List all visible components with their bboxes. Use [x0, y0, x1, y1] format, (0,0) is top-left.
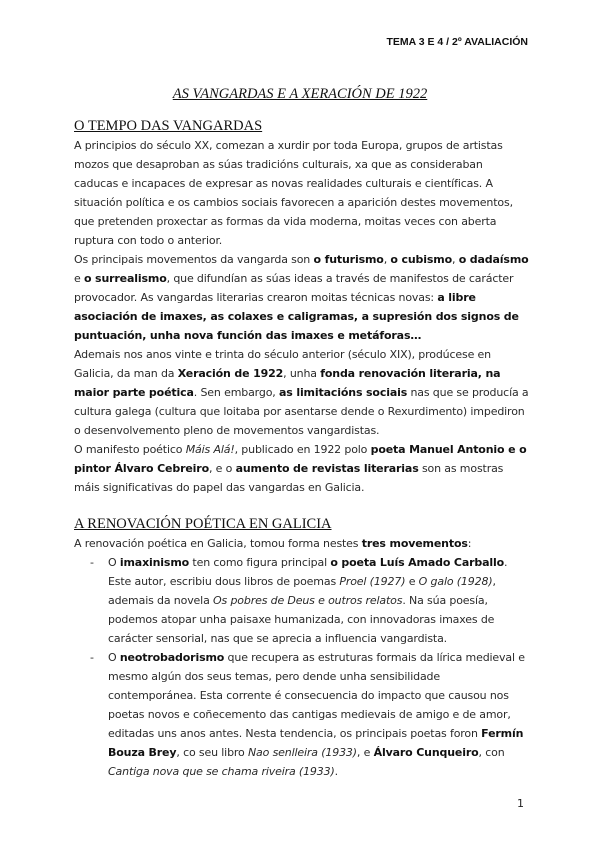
list-dash: -: [90, 556, 94, 569]
text-run: . Sen embargo,: [193, 386, 279, 399]
list-item-neotrobadorismo: [74, 648, 530, 781]
text-run: Os principais movementos da vangarda son: [74, 253, 314, 266]
italic-text: Cantiga nova que se chama riveira (1933): [108, 765, 335, 778]
text-run: , e: [356, 746, 374, 759]
section-heading-vangardas: O TEMPO DAS VANGARDAS: [74, 118, 263, 134]
bold-text: Álvaro Cunqueiro: [373, 746, 479, 759]
text-run: O: [108, 651, 120, 664]
text-run: e: [74, 272, 84, 285]
text-run: que recupera as estruturas formais da lírica medieval e mesmo algún dos seus temas, pero dende unha sensibilidade contemporánea. Esta corrente é consecuencia do impacto que causou nos poetas novos e coñecemento das cantigas medievais de amigo e de amor, editadas uns anos antes. Nesta tendencia, os principais poetas foron: [108, 651, 525, 740]
italic-text: Nao senlleira (1933): [247, 746, 357, 759]
bold-text: o dadaísmo: [458, 253, 529, 266]
list-dash: -: [90, 651, 94, 664]
italic-text: Máis Alá!: [185, 443, 235, 456]
bold-text: o surrealismo: [83, 272, 167, 285]
bold-text: as limitacións sociais: [278, 386, 408, 399]
text-run: . Este autor, escribiu dous libros de poemas: [108, 556, 508, 588]
text-run: ,: [452, 253, 459, 266]
paragraph-xeracion: [74, 345, 530, 440]
section-heading-renovacion: A RENOVACIÓN POÉTICA EN GALICIA: [74, 516, 332, 532]
bold-text: poeta Manuel Antonio e o pintor Álvaro Cebreiro: [74, 443, 527, 475]
text-run: O: [108, 556, 120, 569]
document-body: [74, 116, 530, 781]
text-run: , e o: [208, 462, 236, 475]
bold-text: Xeración de 1922: [177, 367, 284, 380]
text-run: .: [334, 765, 338, 778]
text-run: , publicado en 1922 polo: [234, 443, 371, 456]
bold-text: fonda renovación literaria, na maior parte poética: [74, 367, 501, 399]
text-run: A renovación poética en Galicia, tomou forma nestes: [74, 537, 362, 550]
text-run: . Na súa poesía, podemos atopar unha paisaxe humanizada, con innovadoras imaxes de carácter sensorial, nas que se aprecia a influencia vangardista.: [108, 594, 495, 645]
bold-text: a libre asociación de imaxes, as colaxes e caligramas, a supresión dos signos de puntuación, unha nova función das imaxes e metáforas…: [74, 291, 519, 342]
text-run: son as mostras máis significativas do papel das vangardas en Galicia.: [74, 462, 504, 494]
bold-text: o futurismo: [313, 253, 384, 266]
text-run: , unha: [283, 367, 321, 380]
bold-text: o cubismo: [390, 253, 453, 266]
text-run: e: [405, 575, 419, 588]
text-run: ,: [383, 253, 391, 266]
italic-text: O galo (1928): [418, 575, 493, 588]
bold-text: aumento de revistas literarias: [235, 462, 419, 475]
italic-text: Proel (1927): [339, 575, 406, 588]
text-run: :: [467, 537, 472, 550]
page-header: TEMA 3 E 4 / 2º AVALIACIÓN: [386, 36, 528, 48]
bold-text: Fermín Bouza Brey: [108, 727, 524, 759]
list-item-imaxinismo: [74, 553, 530, 648]
text-run: O manifesto poético: [74, 443, 186, 456]
text-run: , co seu libro: [176, 746, 248, 759]
bold-text: o poeta Luís Amado Carballo: [330, 556, 505, 569]
paragraph-intro: A principios do século XX, comezan a xurdir por toda Europa, grupos de artistas mozos que desaproban as súas tradicións culturais, xa que as consideraban caducas e incapaces de expresar as novas realidades culturais e científicas. A situación política e os cambios sociais favorecen a aparición destes movementos, que pretenden proxectar as formas da vida moderna, moitas veces con aberta ruptura con todo o anterior.: [74, 139, 513, 247]
movements-list: [74, 553, 530, 781]
paragraph-movements: [74, 250, 530, 345]
text-run: ten como figura principal: [189, 556, 331, 569]
text-run: , ademais da novela: [108, 575, 496, 607]
bold-text: neotrobadorismo: [119, 651, 225, 664]
italic-text: Os pobres de Deus e outros relatos: [213, 594, 403, 607]
paragraph-renovacion-intro: [74, 534, 530, 553]
text-run: nas que se producía a cultura galega (cultura que loitaba por asentarse dende o Rexurdimento) impediron o desenvolvemento pleno de movementos vangardistas.: [74, 386, 529, 437]
bold-text: imaxinismo: [119, 556, 190, 569]
text-run: , con: [478, 746, 505, 759]
page-number: 1: [517, 797, 524, 810]
text-run: , que difundían as súas ideas a través de manifestos de carácter provocador. As vangardas literarias crearon moitas técnicas novas:: [74, 272, 514, 304]
document-title: AS VANGARDAS E A XERACIÓN DE 1922: [172, 86, 428, 102]
paragraph-manifesto: [74, 440, 530, 497]
text-run: Ademais nos anos vinte e trinta do século anterior (século XIX), prodúcese en Galicia, da man da: [74, 348, 491, 380]
bold-text: tres movementos: [361, 537, 468, 550]
